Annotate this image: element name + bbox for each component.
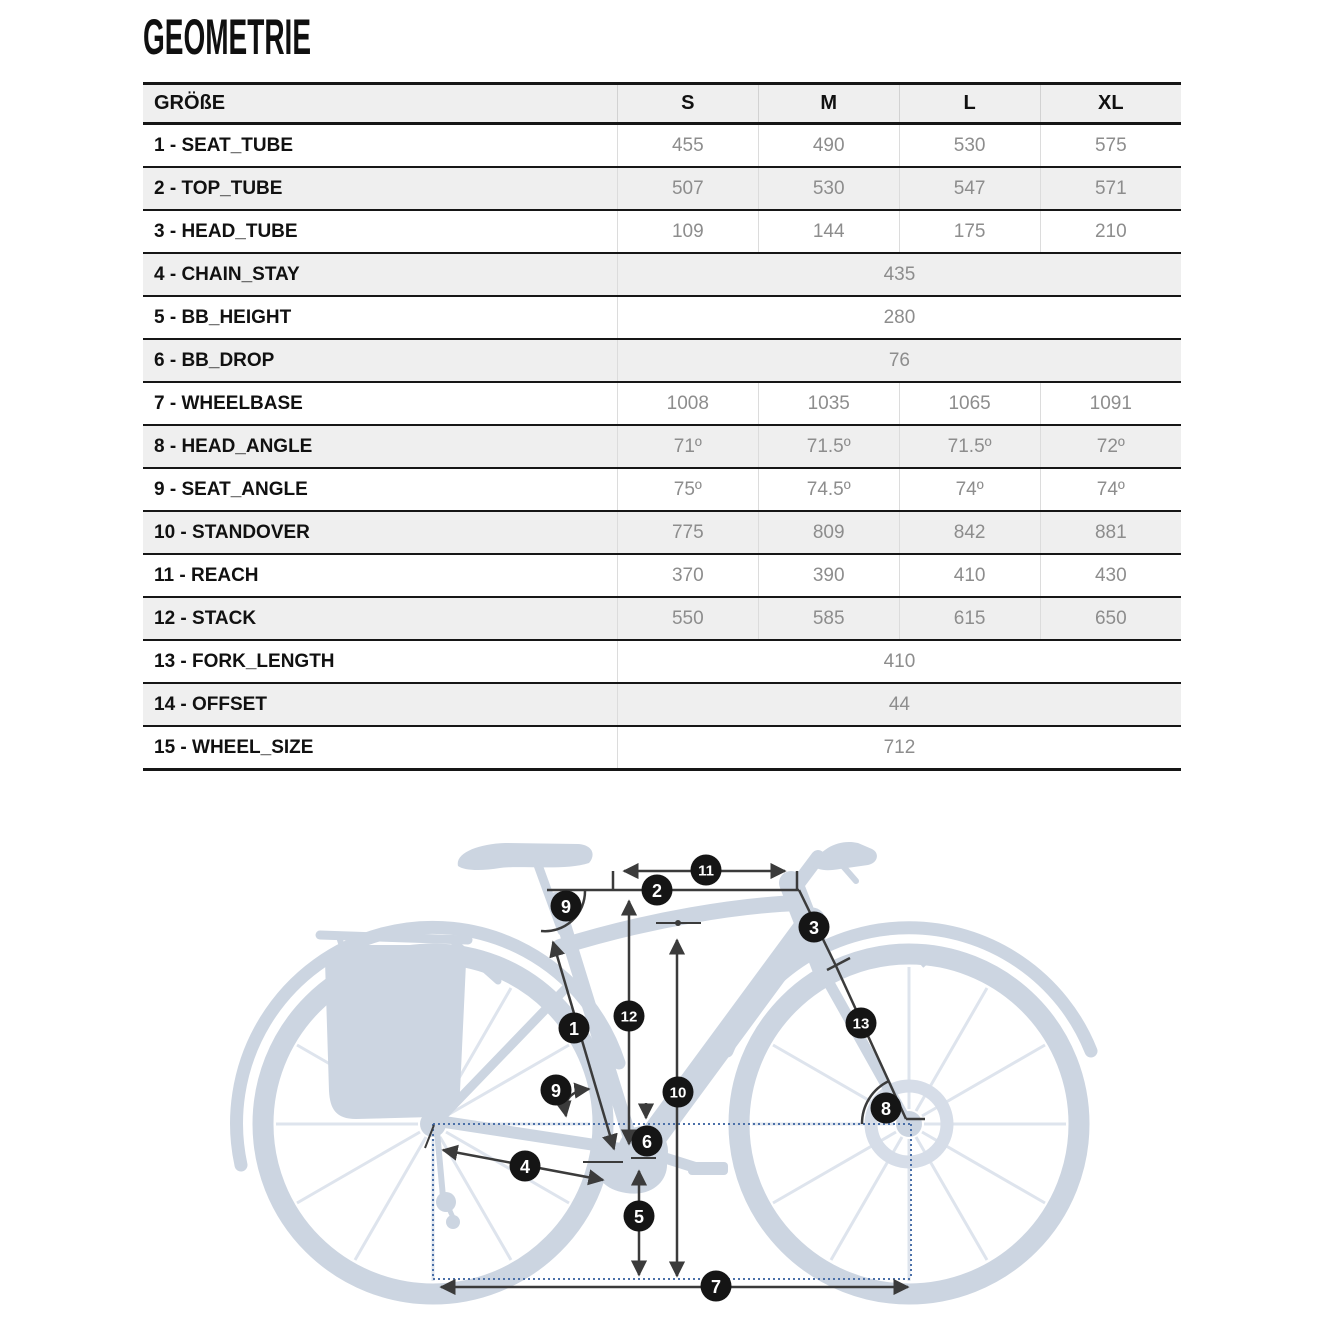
table-row	[143, 640, 1181, 683]
page-content	[143, 9, 1181, 771]
bike-silhouette	[237, 842, 1091, 1294]
column-header-xl: XL	[1040, 84, 1181, 124]
cell-value: 585	[758, 597, 899, 640]
cell-value: 74º	[1040, 468, 1181, 511]
row-label: 15 - WHEEL_SIZE	[154, 736, 314, 758]
cell-value: 615	[899, 597, 1040, 640]
cell-value: 71º	[617, 425, 758, 468]
pannier-bag	[325, 945, 466, 1119]
cell-value: 530	[758, 167, 899, 210]
svg-text:13: 13	[852, 1015, 870, 1033]
table-row	[143, 124, 1181, 168]
row-label: 2 - TOP_TUBE	[154, 177, 283, 199]
callout-9-bottom	[541, 1075, 572, 1106]
table-row	[143, 468, 1181, 511]
column-header-size: GRÖßE	[154, 92, 226, 114]
cell-value: 490	[758, 124, 899, 168]
svg-text:5: 5	[633, 1207, 645, 1227]
cell-value: 1091	[1040, 382, 1181, 425]
svg-text:12: 12	[620, 1008, 638, 1026]
callout-13	[846, 1008, 877, 1039]
row-label: 9 - SEAT_ANGLE	[154, 478, 308, 500]
standover-dot	[675, 920, 681, 926]
svg-text:8: 8	[880, 1099, 892, 1119]
svg-text:7: 7	[710, 1277, 722, 1297]
table-row	[143, 382, 1181, 425]
table-row	[143, 296, 1181, 339]
cell-value: 1008	[617, 382, 758, 425]
table-row	[143, 253, 1181, 296]
row-label: 14 - OFFSET	[154, 693, 267, 715]
derailleur-pulley-lower	[446, 1215, 460, 1229]
cell-value: 550	[617, 597, 758, 640]
cell-value-span: 435	[617, 253, 1181, 296]
geometry-diagram	[0, 789, 1330, 1330]
svg-text:10: 10	[669, 1084, 687, 1102]
cell-value: 109	[617, 210, 758, 253]
cell-value: 547	[899, 167, 1040, 210]
cell-value-span: 410	[617, 640, 1181, 683]
cell-value: 530	[899, 124, 1040, 168]
cell-value: 1035	[758, 382, 899, 425]
callout-10	[663, 1077, 694, 1108]
svg-text:11: 11	[698, 862, 714, 880]
pedal	[688, 1162, 728, 1175]
cell-value: 775	[617, 511, 758, 554]
cell-value: 72º	[1040, 425, 1181, 468]
cell-value: 210	[1040, 210, 1181, 253]
column-header-m: M	[758, 84, 899, 124]
row-label: 7 - WHEELBASE	[154, 392, 303, 414]
cell-value: 650	[1040, 597, 1181, 640]
table-row	[143, 726, 1181, 770]
cell-value: 1065	[899, 382, 1040, 425]
callout-6	[632, 1126, 663, 1157]
saddle	[458, 843, 593, 870]
row-label: 12 - STACK	[154, 607, 257, 629]
svg-text:9: 9	[550, 1081, 562, 1101]
table-row	[143, 554, 1181, 597]
row-label: 3 - HEAD_TUBE	[154, 220, 298, 242]
reference-lines	[433, 1124, 911, 1279]
row-label: 4 - CHAIN_STAY	[154, 263, 300, 285]
cell-value: 74º	[899, 468, 1040, 511]
table-row	[143, 511, 1181, 554]
svg-text:1: 1	[568, 1019, 580, 1039]
cell-value: 410	[899, 554, 1040, 597]
bike-geometry-svg	[0, 789, 1330, 1330]
callout-4	[510, 1151, 541, 1182]
cell-value: 74.5º	[758, 468, 899, 511]
table-row	[143, 167, 1181, 210]
cell-value: 370	[617, 554, 758, 597]
cell-value: 430	[1040, 554, 1181, 597]
cell-value-span: 44	[617, 683, 1181, 726]
row-label: 6 - BB_DROP	[154, 349, 275, 371]
row-label: 1 - SEAT_TUBE	[154, 134, 294, 156]
table-row	[143, 210, 1181, 253]
cell-value: 71.5º	[758, 425, 899, 468]
svg-text:4: 4	[519, 1157, 531, 1177]
cell-value-span: 76	[617, 339, 1181, 382]
cell-value-span: 280	[617, 296, 1181, 339]
cell-value: 571	[1040, 167, 1181, 210]
table-header-row	[143, 84, 1181, 124]
row-label: 13 - FORK_LENGTH	[154, 650, 335, 672]
callout-8	[871, 1093, 902, 1124]
callout-5	[624, 1201, 655, 1232]
table-row	[143, 683, 1181, 726]
table-row	[143, 597, 1181, 640]
callout-11	[691, 855, 722, 886]
table-row	[143, 425, 1181, 468]
table-row	[143, 339, 1181, 382]
cell-value: 881	[1040, 511, 1181, 554]
cell-value: 390	[758, 554, 899, 597]
row-label: 11 - REACH	[154, 564, 259, 586]
callout-3	[799, 912, 830, 943]
cell-value: 75º	[617, 468, 758, 511]
row-label: 5 - BB_HEIGHT	[154, 306, 292, 328]
cell-value: 71.5º	[899, 425, 1040, 468]
derailleur-pulley-upper	[436, 1192, 456, 1212]
handlebar	[812, 842, 877, 870]
svg-text:3: 3	[808, 918, 820, 938]
cell-value-span: 712	[617, 726, 1181, 770]
svg-text:2: 2	[651, 881, 663, 901]
callout-9-top	[551, 891, 582, 922]
cell-value: 575	[1040, 124, 1181, 168]
column-header-l: L	[899, 84, 1040, 124]
cell-value: 455	[617, 124, 758, 168]
column-header-s: S	[617, 84, 758, 124]
cell-value: 507	[617, 167, 758, 210]
callout-7	[701, 1271, 732, 1302]
cell-value: 842	[899, 511, 1040, 554]
callout-1	[559, 1013, 590, 1044]
cell-value: 175	[899, 210, 1040, 253]
geometry-table	[143, 82, 1181, 771]
callout-12	[614, 1001, 645, 1032]
cell-value: 809	[758, 511, 899, 554]
callout-2	[642, 875, 673, 906]
row-label: 10 - STANDOVER	[154, 521, 310, 543]
row-label: 8 - HEAD_ANGLE	[154, 435, 313, 457]
cell-value: 144	[758, 210, 899, 253]
svg-text:6: 6	[641, 1132, 653, 1152]
page-title: GEOMETRIE	[143, 9, 312, 65]
svg-text:9: 9	[560, 897, 572, 917]
